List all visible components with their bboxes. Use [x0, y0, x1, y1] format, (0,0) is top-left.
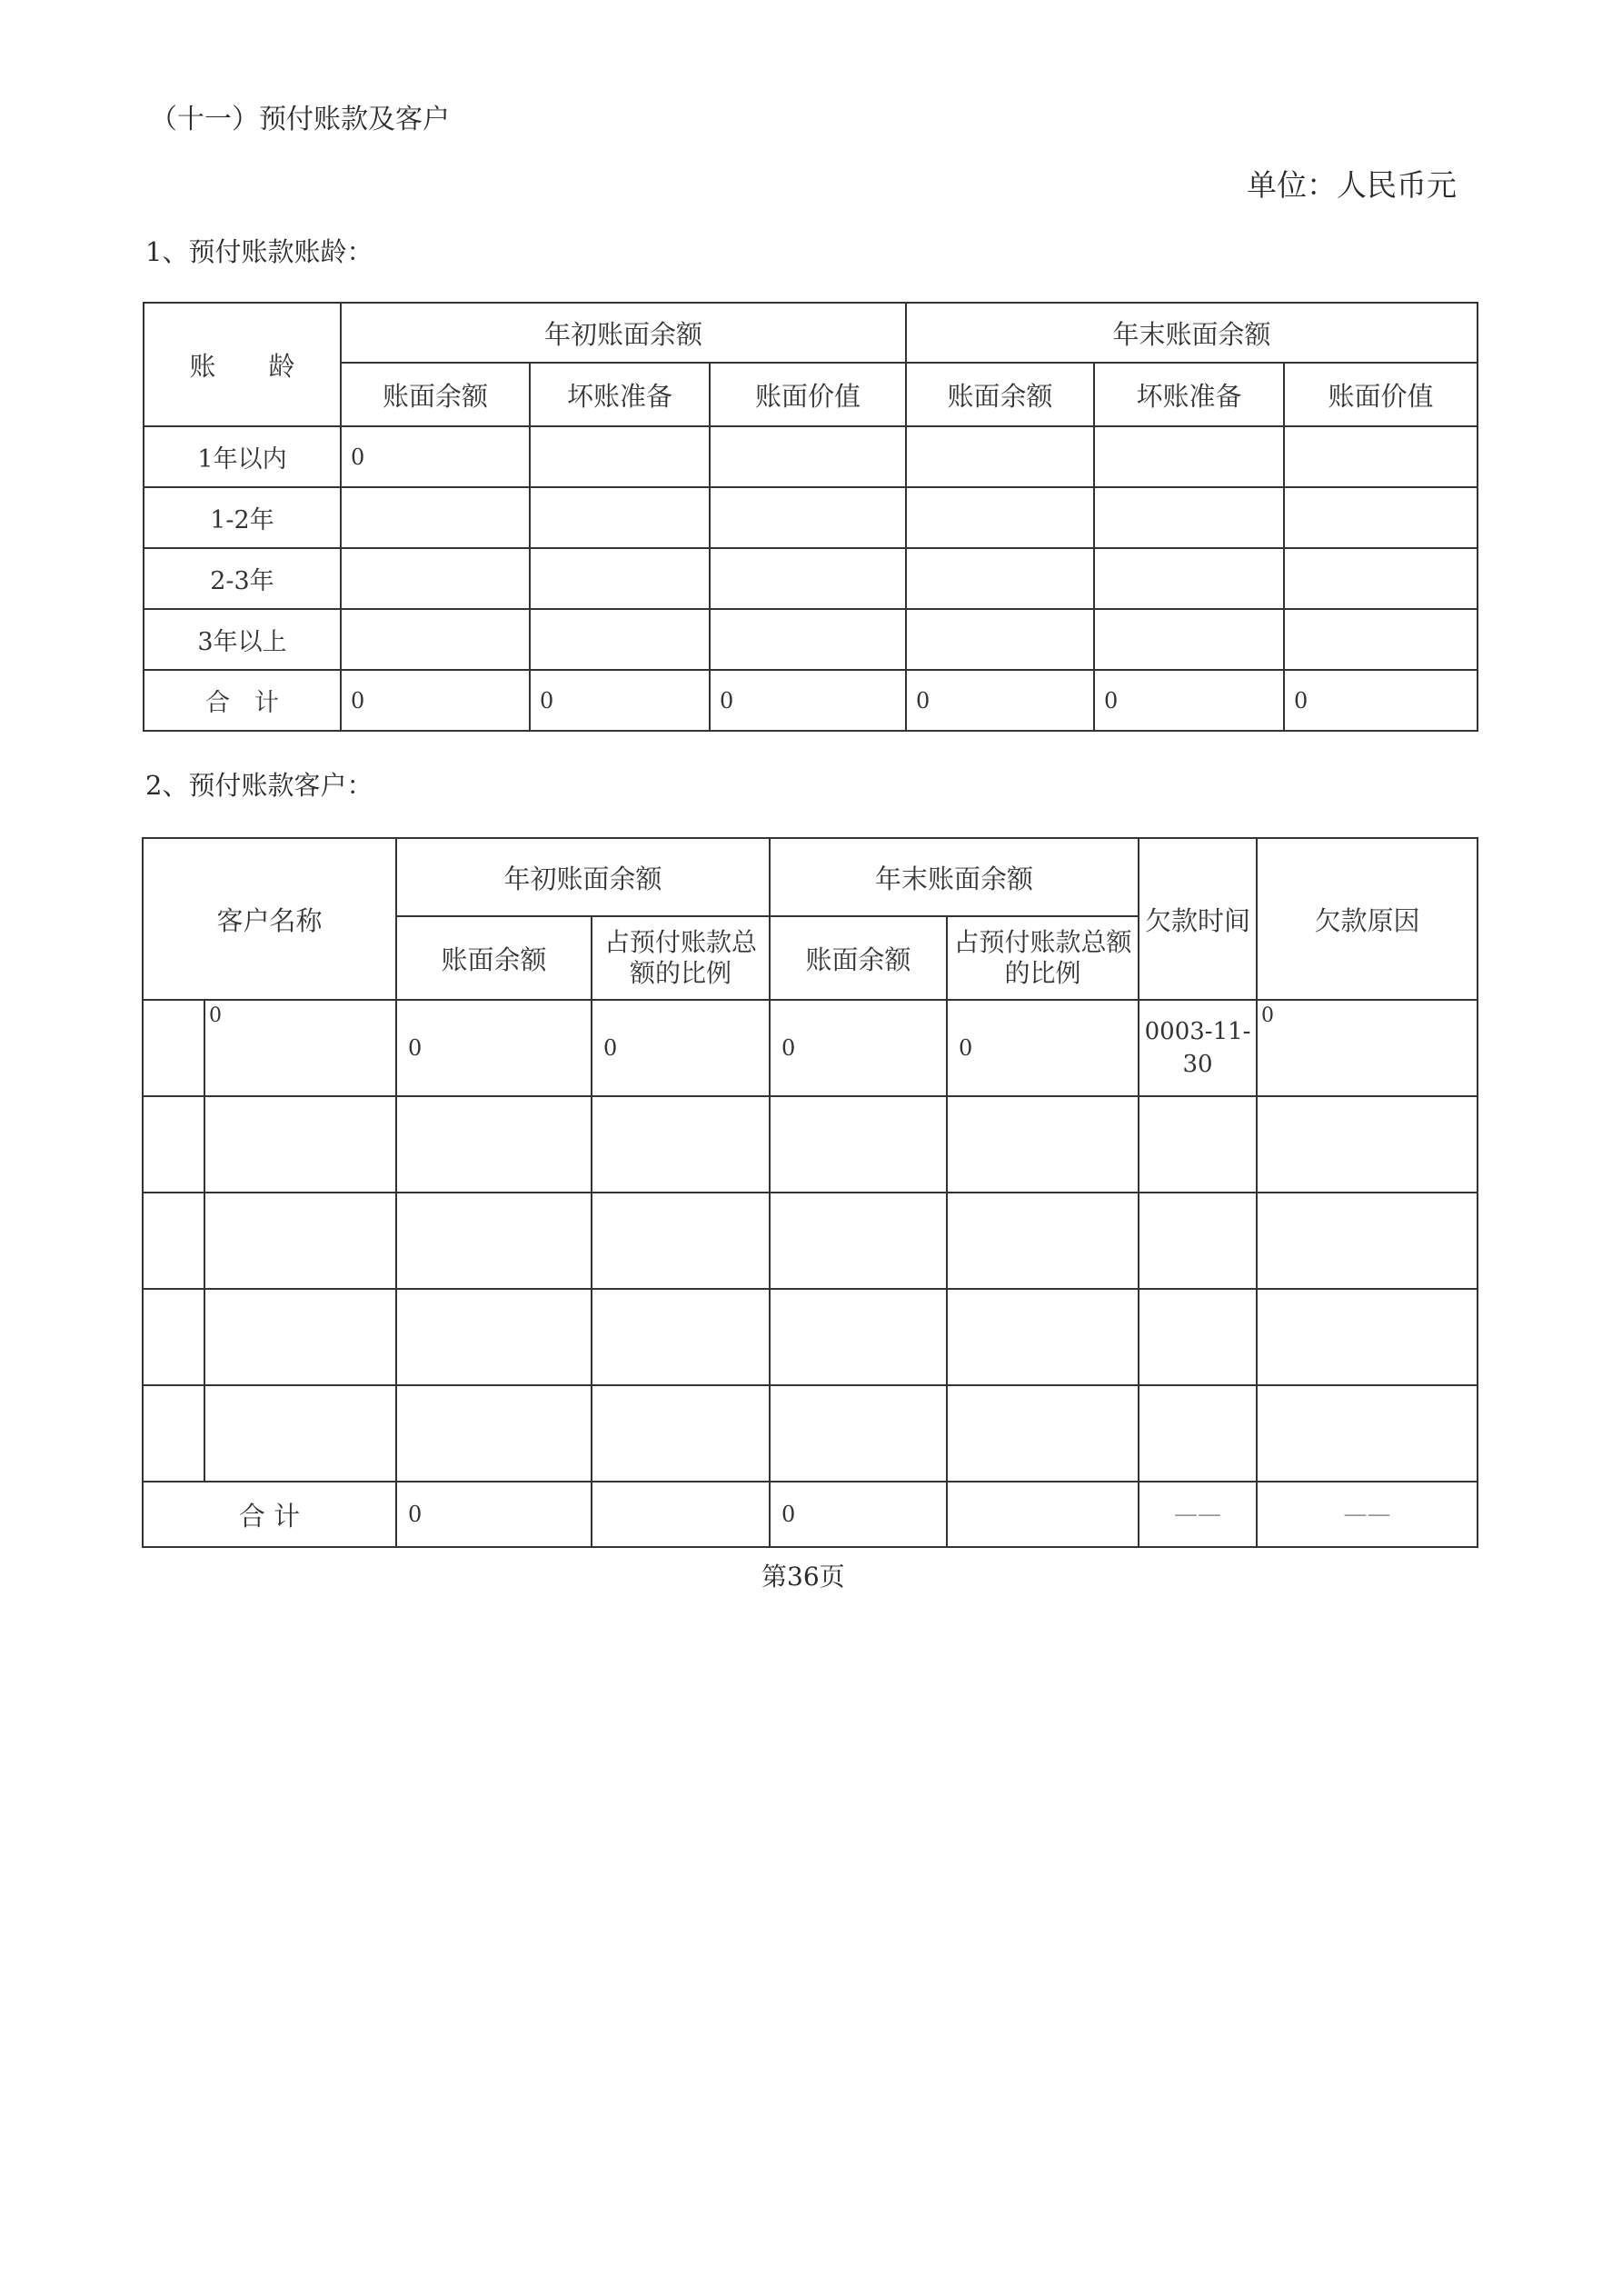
table-cell — [710, 609, 906, 670]
aging-subheader: 账面价值 — [710, 363, 906, 426]
aging-header-row-1 — [144, 303, 1478, 363]
table-row — [143, 1193, 1478, 1289]
table-cell — [710, 487, 906, 548]
row-marker-cell — [143, 1096, 204, 1193]
table-cell — [1094, 609, 1284, 670]
table-row — [144, 548, 1478, 609]
aging-row-label: 3年以上 — [144, 609, 341, 670]
table-cell — [396, 1193, 592, 1289]
table-cell — [1284, 548, 1478, 609]
table-cell — [770, 1289, 947, 1385]
table-row — [143, 1096, 1478, 1193]
table-cell: 0 — [1094, 670, 1284, 731]
due-time-cell — [1139, 1096, 1257, 1193]
table-cell — [530, 548, 710, 609]
aging-row-label: 2-3年 — [144, 548, 341, 609]
table-cell — [906, 609, 1094, 670]
unit-label: 单位：人民币元 — [1247, 167, 1457, 203]
customer-name-cell — [204, 1096, 396, 1193]
customer-section-title: 2、预付账款客户： — [145, 770, 373, 801]
reason-cell — [1257, 1289, 1478, 1385]
due-time-header: 欠款时间 — [1139, 838, 1257, 1000]
table-cell — [1284, 487, 1478, 548]
table-cell — [396, 1096, 592, 1193]
table-cell — [341, 487, 530, 548]
reason-cell: 0 — [1257, 1000, 1478, 1096]
table-cell: 0 — [396, 1482, 592, 1547]
table-cell — [947, 1193, 1139, 1289]
aging-begin-group-header: 年初账面余额 — [341, 303, 906, 363]
customer-name-header: 客户名称 — [143, 838, 396, 1000]
due-time-cell — [1139, 1193, 1257, 1289]
customer-name-cell — [204, 1385, 396, 1482]
aging-total-row — [144, 670, 1478, 731]
table-cell — [592, 1193, 770, 1289]
customer-total-label: 合 计 — [143, 1482, 396, 1547]
table-cell — [770, 1193, 947, 1289]
table-cell — [1094, 487, 1284, 548]
table-cell: 0 — [947, 1000, 1139, 1096]
aging-section-title: 1、预付账款账龄： — [145, 236, 373, 267]
reason-cell — [1257, 1193, 1478, 1289]
table-cell — [906, 426, 1094, 487]
table-cell — [396, 1385, 592, 1482]
table-cell: 0 — [906, 670, 1094, 731]
table-row — [143, 1289, 1478, 1385]
table-row — [144, 487, 1478, 548]
table-cell — [592, 1385, 770, 1482]
table-cell: 0 — [341, 426, 530, 487]
table-row — [144, 609, 1478, 670]
customer-name-cell — [204, 1193, 396, 1289]
row-marker-cell — [143, 1289, 204, 1385]
aging-total-label: 合 计 — [144, 670, 341, 731]
table-cell — [530, 487, 710, 548]
table-cell: 0 — [396, 1000, 592, 1096]
aging-subheader: 账面余额 — [341, 363, 530, 426]
table-cell — [341, 548, 530, 609]
row-marker-cell — [143, 1385, 204, 1482]
table-cell — [710, 548, 906, 609]
aging-subheader: 坏账准备 — [1094, 363, 1284, 426]
table-row — [143, 1000, 1478, 1096]
row-marker-cell — [143, 1193, 204, 1289]
table-cell — [906, 487, 1094, 548]
table-cell — [906, 548, 1094, 609]
due-time-cell — [1139, 1385, 1257, 1482]
table-cell — [770, 1096, 947, 1193]
customer-subheader: 占预付账款总额的比例 — [592, 916, 770, 1000]
table-row — [143, 1385, 1478, 1482]
table-cell — [947, 1289, 1139, 1385]
table-cell: 0 — [1284, 670, 1478, 731]
table-cell — [396, 1289, 592, 1385]
aging-subheader: 账面价值 — [1284, 363, 1478, 426]
aging-row-label: 1年以内 — [144, 426, 341, 487]
aging-header-row-2 — [144, 363, 1478, 426]
table-cell — [592, 1096, 770, 1193]
section-title: （十一）预付账款及客户 — [150, 104, 450, 135]
row-marker-cell — [143, 1000, 204, 1096]
aging-subheader: 坏账准备 — [530, 363, 710, 426]
table-row — [144, 426, 1478, 487]
table-cell — [1094, 426, 1284, 487]
table-cell — [1284, 426, 1478, 487]
table-cell — [592, 1289, 770, 1385]
table-cell: 0 — [710, 670, 906, 731]
table-cell — [770, 1385, 947, 1482]
table-cell — [341, 609, 530, 670]
aging-row-label: 1-2年 — [144, 487, 341, 548]
due-time-cell — [1139, 1289, 1257, 1385]
customer-total-row — [143, 1482, 1478, 1547]
table-cell — [530, 426, 710, 487]
customer-header-row-1 — [143, 838, 1478, 916]
table-cell — [1094, 548, 1284, 609]
reason-header: 欠款原因 — [1257, 838, 1478, 1000]
page-number: 第36页 — [761, 1562, 845, 1592]
table-cell: 0 — [770, 1000, 947, 1096]
customer-name-cell — [204, 1289, 396, 1385]
table-cell — [947, 1096, 1139, 1193]
customer-table — [142, 837, 1478, 1548]
table-cell — [592, 1482, 770, 1547]
customer-subheader: 账面余额 — [396, 916, 592, 1000]
customer-name-cell: 0 — [204, 1000, 396, 1096]
table-cell — [1284, 609, 1478, 670]
table-cell: 0 — [592, 1000, 770, 1096]
table-cell — [710, 426, 906, 487]
table-cell — [947, 1385, 1139, 1482]
due-time-total-dash: —— — [1139, 1482, 1257, 1547]
aging-subheader: 账面余额 — [906, 363, 1094, 426]
table-cell: 0 — [530, 670, 710, 731]
reason-total-dash: —— — [1257, 1482, 1478, 1547]
customer-end-group-header: 年末账面余额 — [770, 838, 1139, 916]
table-cell: 0 — [341, 670, 530, 731]
aging-end-group-header: 年末账面余额 — [906, 303, 1478, 363]
aging-table — [143, 302, 1478, 732]
table-cell: 0 — [770, 1482, 947, 1547]
customer-subheader: 账面余额 — [770, 916, 947, 1000]
reason-cell — [1257, 1096, 1478, 1193]
customer-subheader: 占预付账款总额的比例 — [947, 916, 1139, 1000]
reason-cell — [1257, 1385, 1478, 1482]
table-cell — [530, 609, 710, 670]
due-time-cell: 0003-11-30 — [1139, 1000, 1257, 1096]
table-cell — [947, 1482, 1139, 1547]
customer-begin-group-header: 年初账面余额 — [396, 838, 770, 916]
aging-row-header: 账 龄 — [144, 303, 341, 426]
